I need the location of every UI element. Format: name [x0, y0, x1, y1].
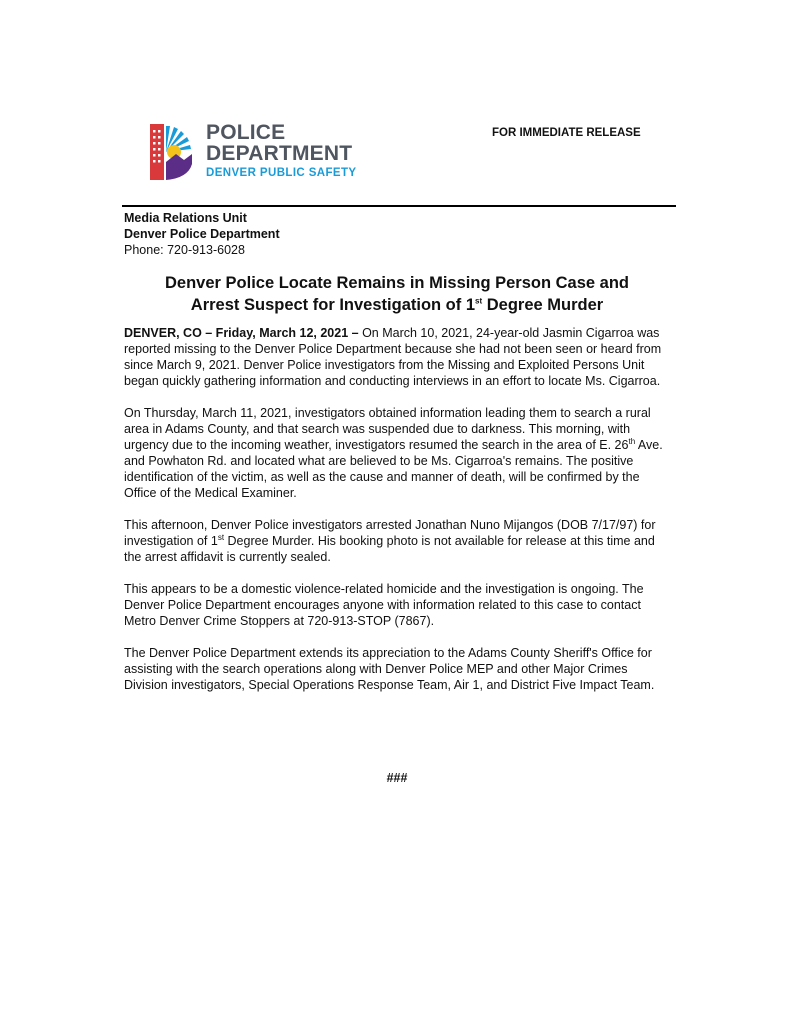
paragraph-3-text-a: This afternoon, Denver Police investigators arrested Jonathan Nuno Mijangos (DOB 7/17/97) for investigation of 1	[124, 518, 656, 548]
header-divider	[122, 205, 676, 207]
headline-line-1: Denver Police Locate Remains in Missing Person Case and	[165, 274, 629, 292]
logo-wordmark	[206, 122, 357, 180]
headline-line-2	[124, 294, 670, 316]
press-release-body	[124, 325, 670, 709]
paragraph-4: This appears to be a domestic violence-related homicide and the investigation is ongoing. The Denver Police Department encourages anyone with information related to this case to contact Metro Denver Crime Stoppers at 720-913-STOP (7867).	[124, 582, 644, 628]
dateline: DENVER, CO – Friday, March 12, 2021 –	[124, 326, 359, 340]
paragraph-2-text-a: On Thursday, March 11, 2021, investigators obtained information leading them to search a rural area in Adams County, and that search was suspended due to darkness. This morning, with urgency due to the incoming weather, investigators resumed the search in the area of E. 26	[124, 406, 651, 452]
contact-unit: Media Relations Unit	[124, 211, 247, 225]
contact-department: Denver Police Department	[124, 227, 280, 241]
logo-line-department: DEPARTMENT	[206, 142, 353, 165]
denver-police-emblem-icon	[150, 122, 198, 180]
headline-ordinal: st	[475, 296, 483, 306]
paragraph-1-text: On March 10, 2021, 24-year-old Jasmin Cigarroa was reported missing to the Denver Police Department because she had not been seen or heard from since March 9, 2021. Denver Police investigators from the Missing and Exploited Persons Unit began quickly gathering information and conducting interviews in an effort to locate Ms. Cigarroa.	[124, 326, 662, 388]
release-label: FOR IMMEDIATE RELEASE	[492, 127, 641, 139]
paragraph-3-ordinal: st	[217, 532, 225, 542]
paragraph-3	[124, 517, 670, 565]
paragraph-1	[124, 325, 670, 389]
logo-line-police: POLICE	[206, 121, 286, 144]
contact-block	[124, 210, 280, 258]
end-mark: ###	[386, 771, 408, 785]
logo-line-public-safety: DENVER PUBLIC SAFETY	[206, 167, 357, 179]
headline-line-2-start: Arrest Suspect for Investigation of 1	[190, 296, 476, 314]
contact-phone: Phone: 720-913-6028	[124, 243, 245, 257]
paragraph-2-ordinal: th	[628, 436, 636, 446]
headline	[124, 272, 670, 316]
police-logo	[150, 122, 380, 182]
paragraph-2-text-b: Ave. and Powhaton Rd. and located what are believed to be Ms. Cigarroa's remains. The positive identification of the victim, as well as the cause and manner of death, will be confirmed by the Office of the Medical Examiner.	[124, 438, 663, 500]
paragraph-3-text-b: Degree Murder. His booking photo is not available for release at this time and the arrest affidavit is currently sealed.	[124, 534, 655, 564]
paragraph-2	[124, 405, 670, 501]
headline-line-2-end: Degree Murder	[482, 296, 604, 314]
paragraph-5: The Denver Police Department extends its appreciation to the Adams County Sheriff's Office for assisting with the search operations along with Denver Police MEP and other Major Crimes Division investigators, Special Operations Response Team, Air 1, and District Five Impact Team.	[124, 646, 655, 692]
